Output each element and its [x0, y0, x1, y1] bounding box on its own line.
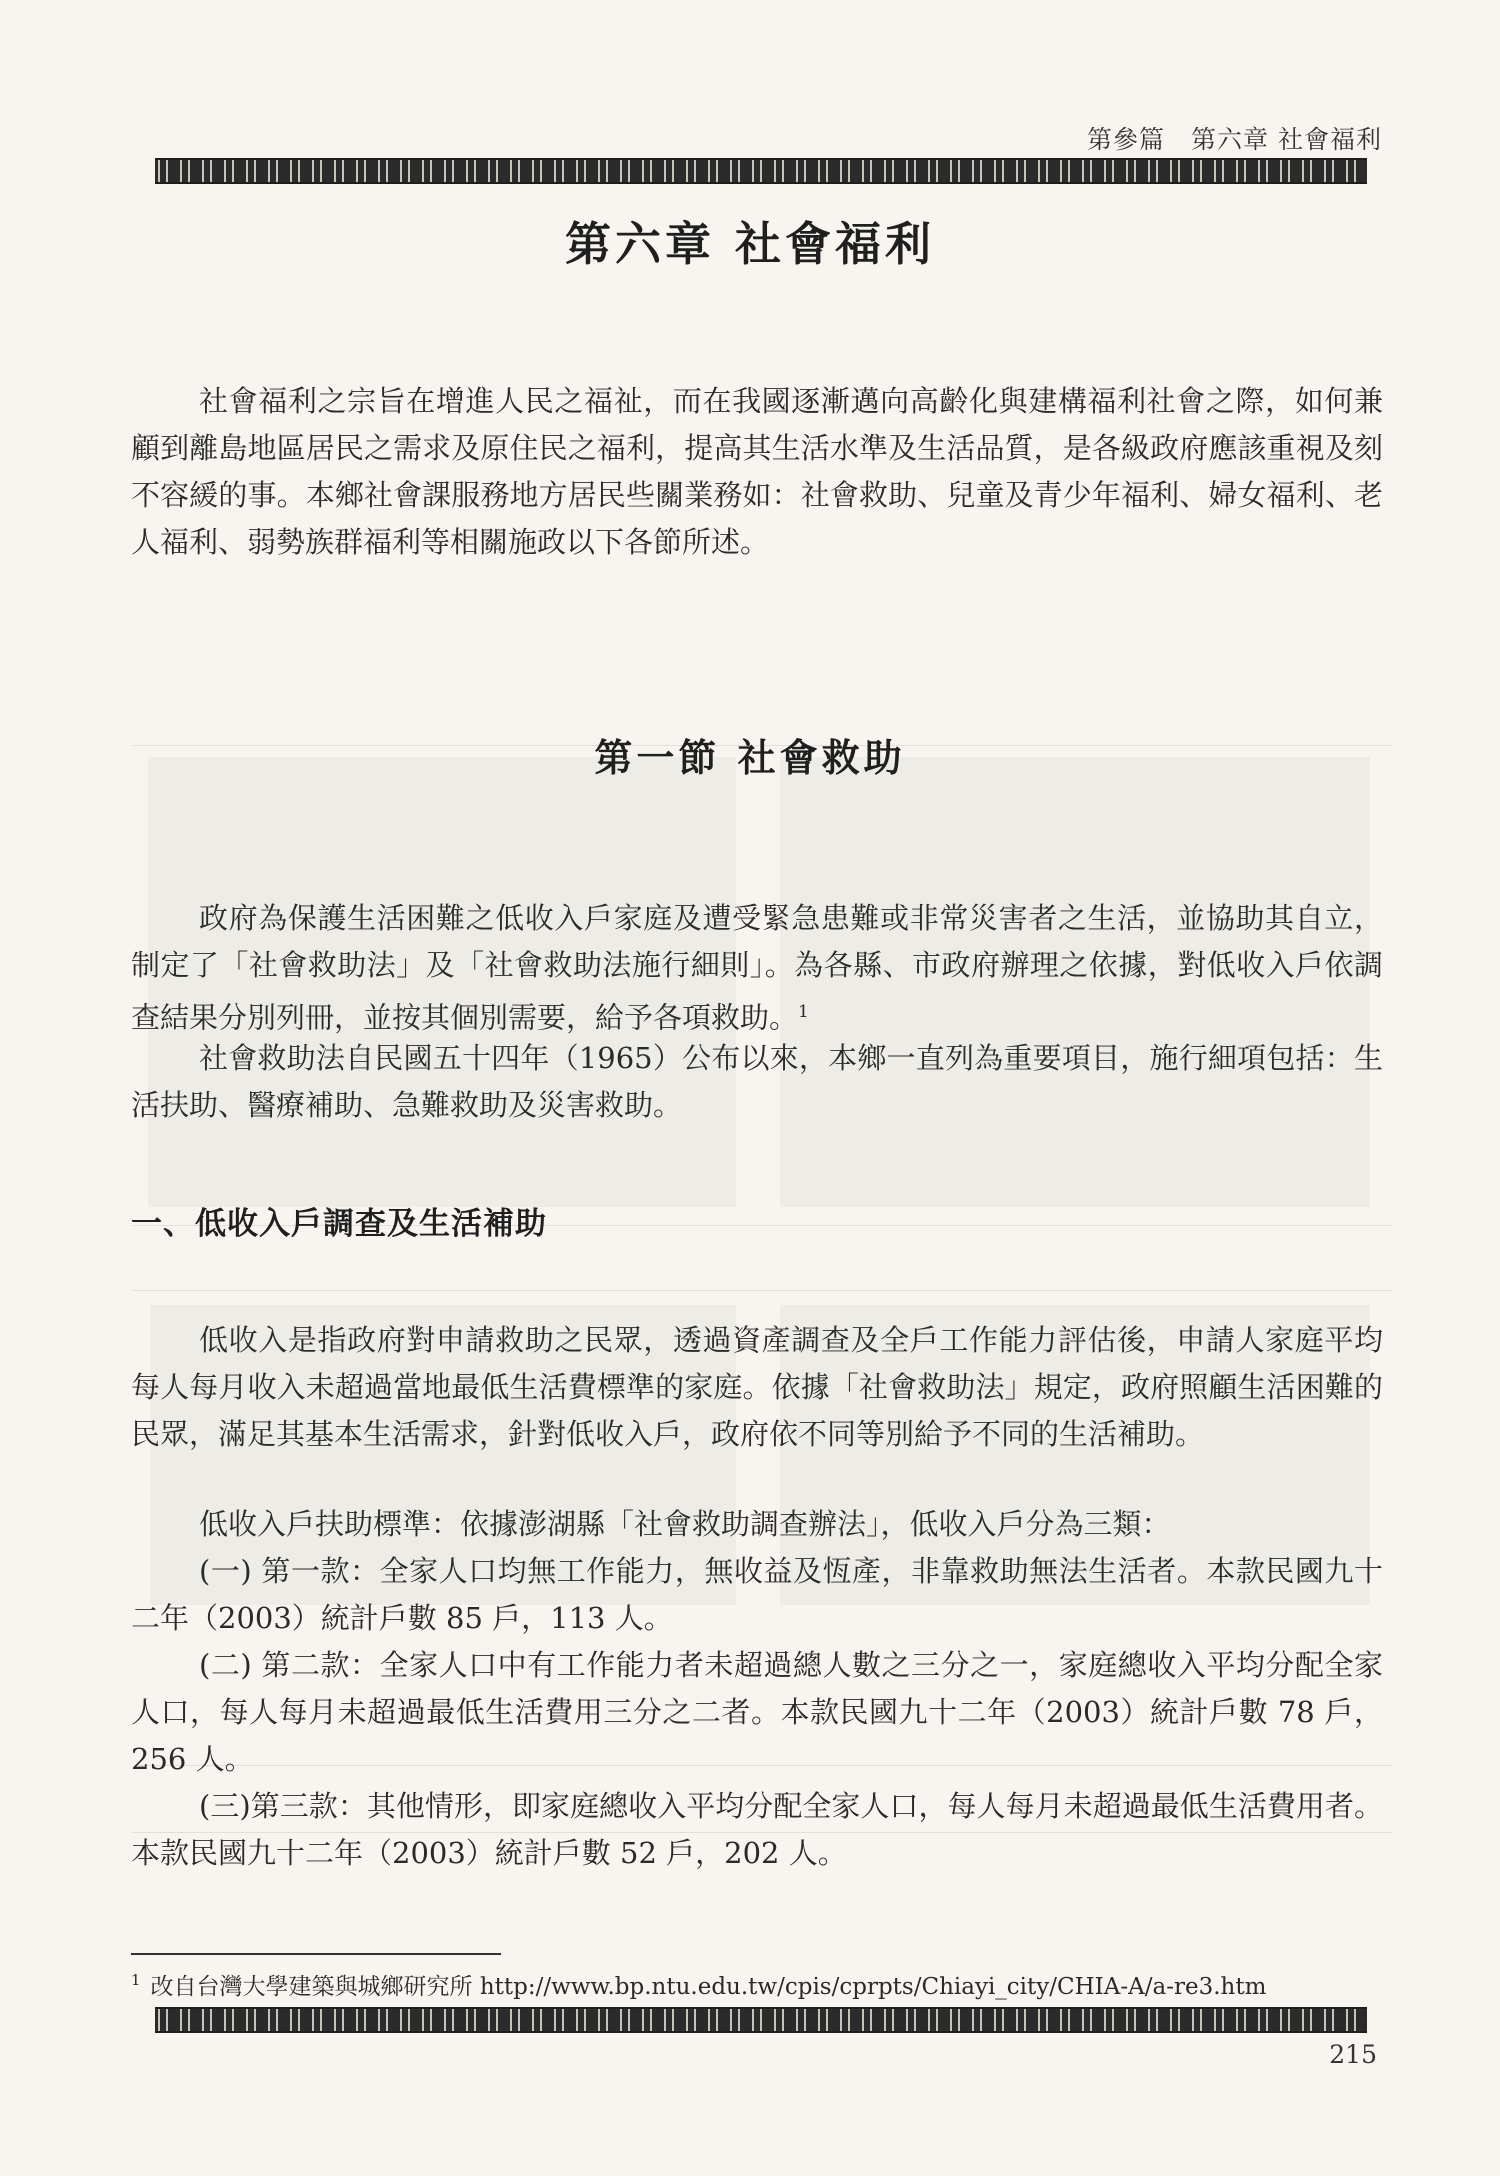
- footnote-rule: [131, 1953, 501, 1955]
- subsection-heading: 一、低收入戶調查及生活補助: [131, 1206, 547, 1242]
- top-border-ornament: [155, 158, 1367, 184]
- subsection-paragraph: 低收入是指政府對申請救助之民眾，透過資產調查及全戶工作能力評估後，申請人家庭平均每人每月收入未超過當地最低生活費標準的家庭。依據「社會救助法」規定，政府照顧生活困難的民眾，滿足其基本生活需求，針對低收入戶，政府依不同等別給予不同的生活補助。: [131, 1323, 1383, 1451]
- footnote: [131, 1968, 1266, 2001]
- intro-paragraph: 社會福利之宗旨在增進人民之福祉，而在我國逐漸邁向高齡化與建構福利社會之際，如何兼顧到離島地區居民之需求及原住民之福利，提高其生活水準及生活品質，是各級政府應該重視及刻不容緩的事。本鄉社會課服務地方居民些關業務如：社會救助、兒童及青少年福利、婦女福利、老人福利、弱勢族群福利等相關施政以下各節所述。: [131, 384, 1383, 559]
- section-paragraph-text: 政府為保護生活困難之低收入戶家庭及遭受緊急患難或非常災害者之生活，並協助其自立，制定了「社會救助法」及「社會救助法施行細則」。為各縣、市政府辦理之依據，對低收入戶依調查結果分別列冊，並按其個別需要，給予各項救助。: [131, 901, 1383, 1035]
- section-title: 第一節 社會救助: [594, 735, 906, 780]
- page-number: 215: [1329, 2040, 1377, 2069]
- section-paragraph: [131, 895, 1383, 1042]
- category-three-paragraph: (三)第三款：其他情形，即家庭總收入平均分配全家人口，每人每月未超過最低生活費用者。本款民國九十二年（2003）統計戶數 52 戶，202 人。: [131, 1789, 1383, 1870]
- bleed-through-line: [133, 1290, 1393, 1291]
- category-one-paragraph: (一) 第一款：全家人口均無工作能力，無收益及恆產，非靠救助無法生活者。本款民國九十二年（2003）統計戶數 85 戶，113 人。: [131, 1554, 1383, 1635]
- section-paragraph: 社會救助法自民國五十四年（1965）公布以來，本鄉一直列為重要項目，施行細項包括：生活扶助、醫療補助、急難救助及災害救助。: [131, 1041, 1383, 1122]
- running-head: 第參篇 第六章 社會福利: [1087, 125, 1382, 154]
- category-two-paragraph: (二) 第二款：全家人口中有工作能力者未超過總人數之三分之一，家庭總收入平均分配全家人口，每人每月未超過最低生活費用三分之二者。本款民國九十二年（2003）統計戶數 78 戶，256 人。: [131, 1648, 1383, 1776]
- footnote-reference: 1: [798, 1002, 809, 1022]
- bottom-border-ornament: [155, 2007, 1367, 2033]
- footnote-marker: 1: [131, 1971, 141, 1990]
- footnote-text: 改自台灣大學建築與城鄉研究所 http://www.bp.ntu.edu.tw/cpis/cprpts/Chiayi_city/CHIA-A/a-re3.htm: [150, 1974, 1267, 2000]
- subsection-paragraph: 低收入戶扶助標準：依據澎湖縣「社會救助調查辦法」，低收入戶分為三類：: [199, 1507, 1171, 1541]
- chapter-title: 第六章 社會福利: [564, 217, 935, 271]
